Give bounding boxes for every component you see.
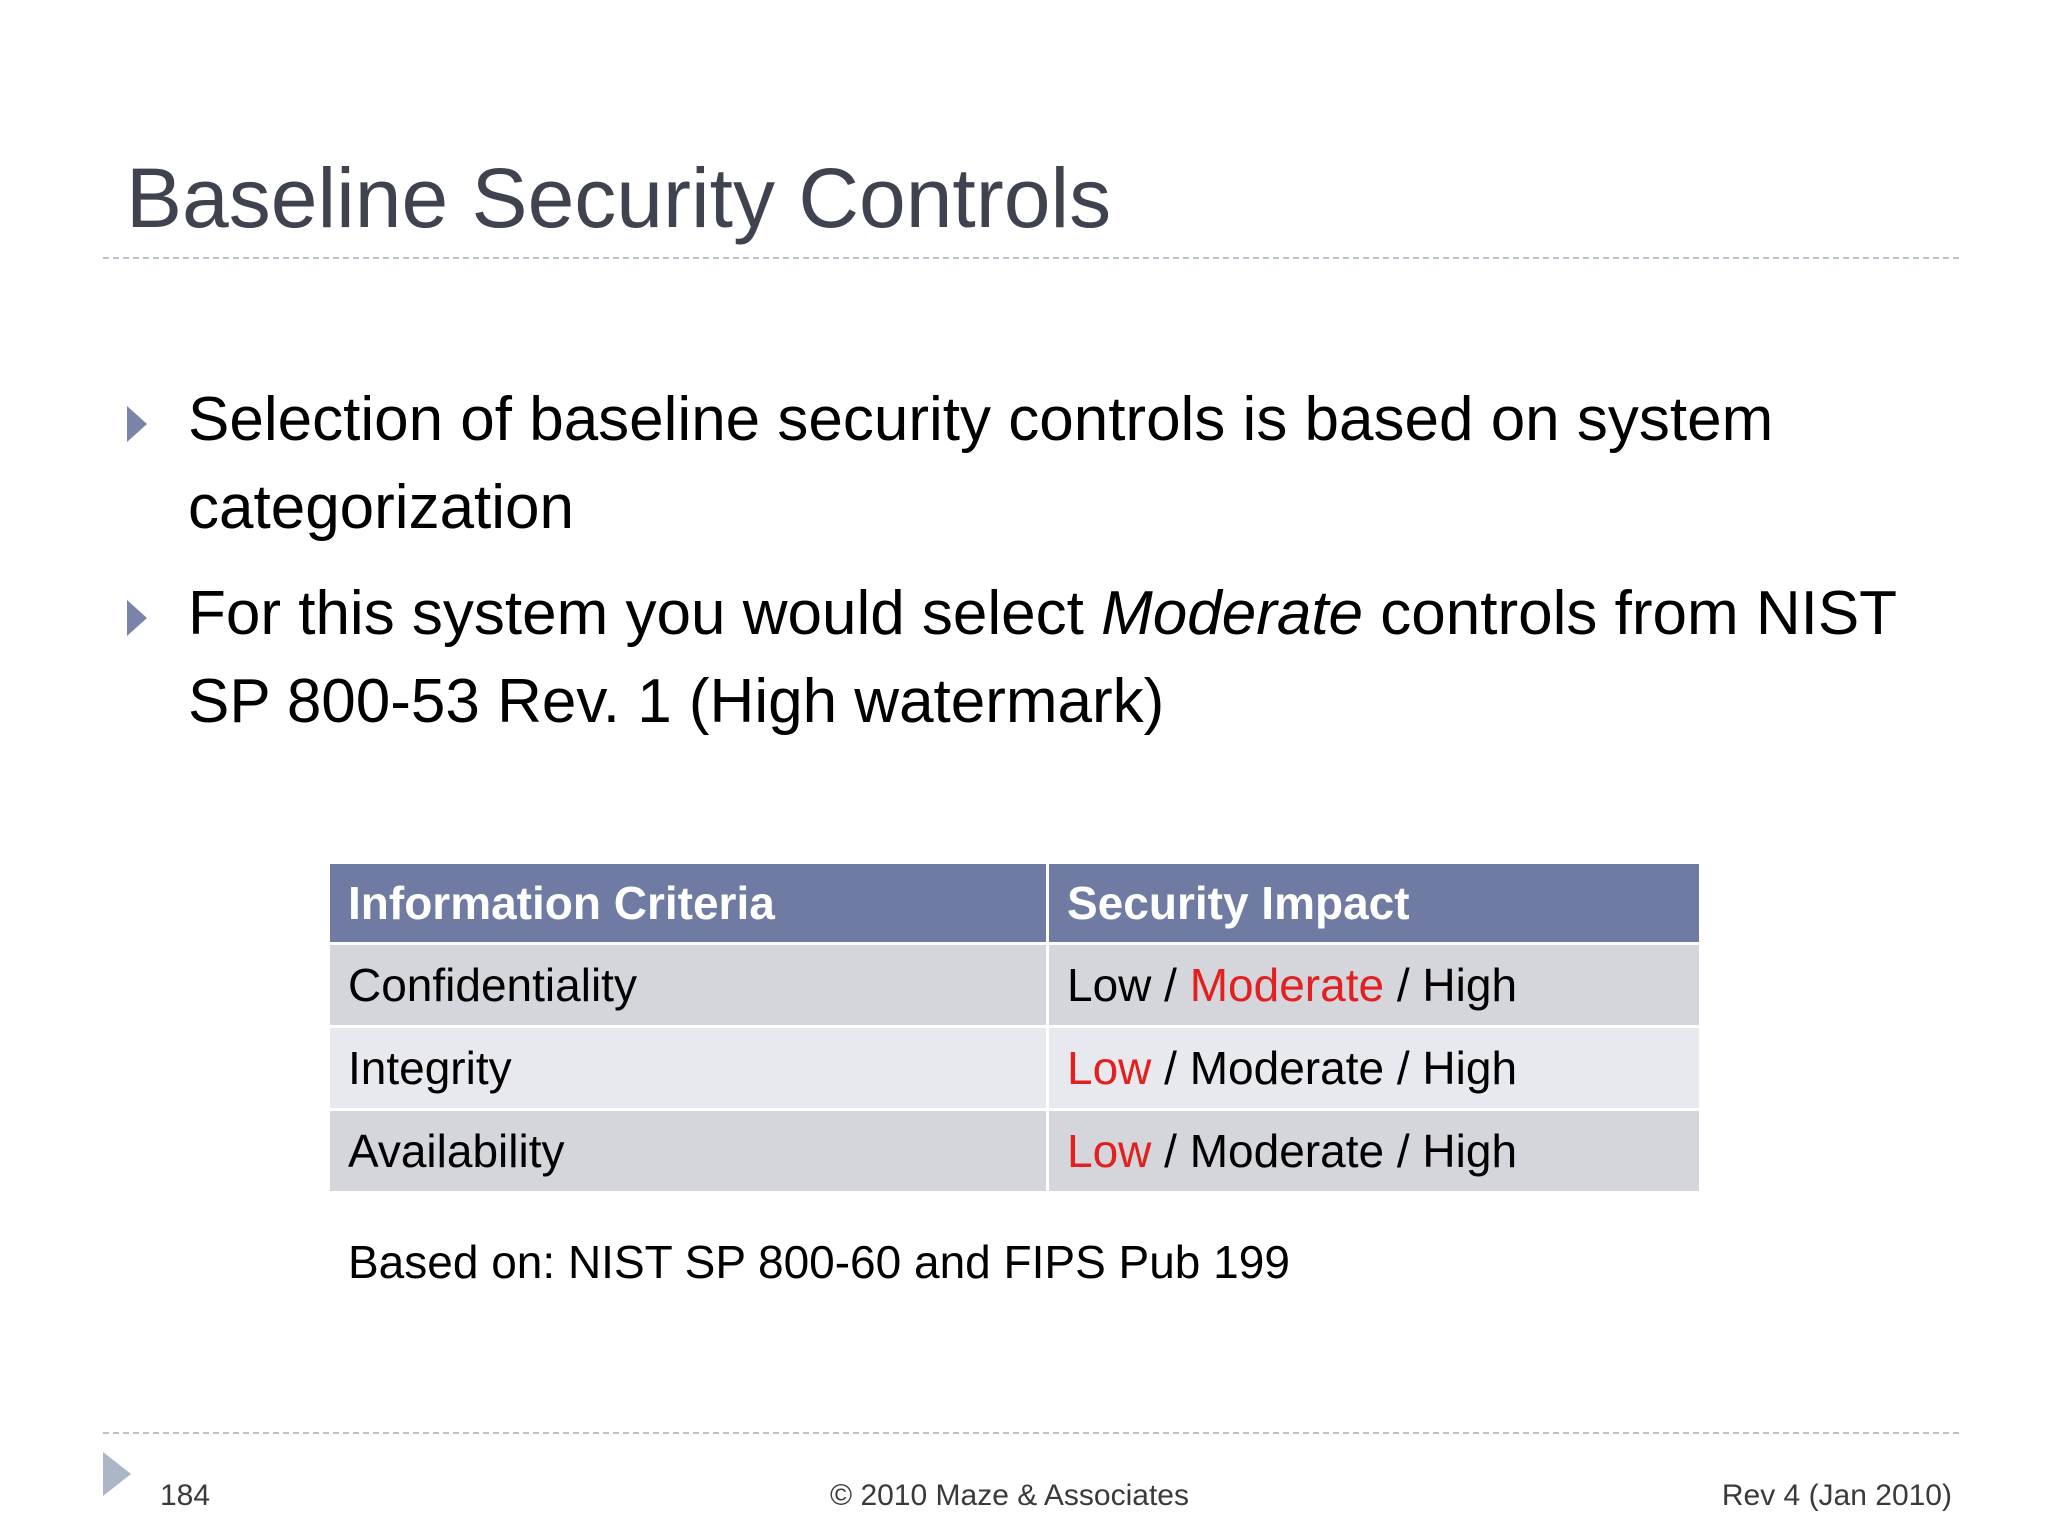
impact-level-high: High: [1422, 1125, 1518, 1177]
criteria-cell: Integrity: [330, 1028, 1046, 1108]
bullet-arrow-icon: [127, 600, 147, 636]
impact-level-low: Low: [1067, 1042, 1152, 1094]
footer-divider: [103, 1432, 1959, 1434]
title-divider: [103, 257, 1959, 259]
criteria-cell: Confidentiality: [330, 945, 1046, 1025]
impact-cell: [1049, 945, 1699, 1025]
impact-level-low: Low: [1067, 959, 1152, 1011]
criteria-cell: Availability: [330, 1111, 1046, 1191]
impact-level-low: Low: [1067, 1125, 1152, 1177]
bullet-text-end: controls from NIST SP 800-53 Rev. 1 (High watermark): [188, 579, 1896, 736]
table-body: [330, 945, 1699, 1191]
page-number: 184: [160, 1479, 211, 1512]
level-separator: /: [1384, 959, 1423, 1011]
level-separator: /: [1151, 1125, 1190, 1177]
header-information-criteria: Information Criteria: [330, 864, 1046, 942]
bullet-list: [125, 376, 1955, 764]
security-impact-table: [327, 861, 1702, 1194]
impact-level-high: High: [1422, 959, 1518, 1011]
impact-level-moderate: Moderate: [1189, 959, 1385, 1011]
impact-cell: [1049, 1111, 1699, 1191]
impact-cell: [1049, 1028, 1699, 1108]
bullet-emphasis: Moderate: [1101, 579, 1364, 648]
bullet-item: [125, 570, 1955, 746]
bullet-text: Selection of baseline security controls is based on system categorization: [188, 385, 1774, 542]
table-row: [330, 1111, 1699, 1191]
level-separator: /: [1151, 959, 1190, 1011]
table-row: [330, 945, 1699, 1025]
level-separator: /: [1384, 1125, 1423, 1177]
impact-level-moderate: Moderate: [1189, 1042, 1385, 1094]
table-row: [330, 1028, 1699, 1108]
level-separator: /: [1384, 1042, 1423, 1094]
source-note: Based on: NIST SP 800-60 and FIPS Pub 199: [348, 1236, 1290, 1288]
bullet-item: [125, 376, 1955, 552]
revision: Rev 4 (Jan 2010): [1721, 1479, 1952, 1512]
copyright: © 2010 Maze & Associates: [830, 1479, 1189, 1512]
table-header-row: [330, 864, 1699, 942]
header-security-impact: Security Impact: [1049, 864, 1699, 942]
bullet-arrow-icon: [127, 406, 147, 442]
footer-triangle-icon: [103, 1452, 131, 1496]
level-separator: /: [1151, 1042, 1190, 1094]
bullet-text-start: For this system you would select: [188, 579, 1102, 648]
impact-level-high: High: [1422, 1042, 1518, 1094]
impact-level-moderate: Moderate: [1189, 1125, 1385, 1177]
slide-title: Baseline Security Controls: [126, 151, 1112, 245]
